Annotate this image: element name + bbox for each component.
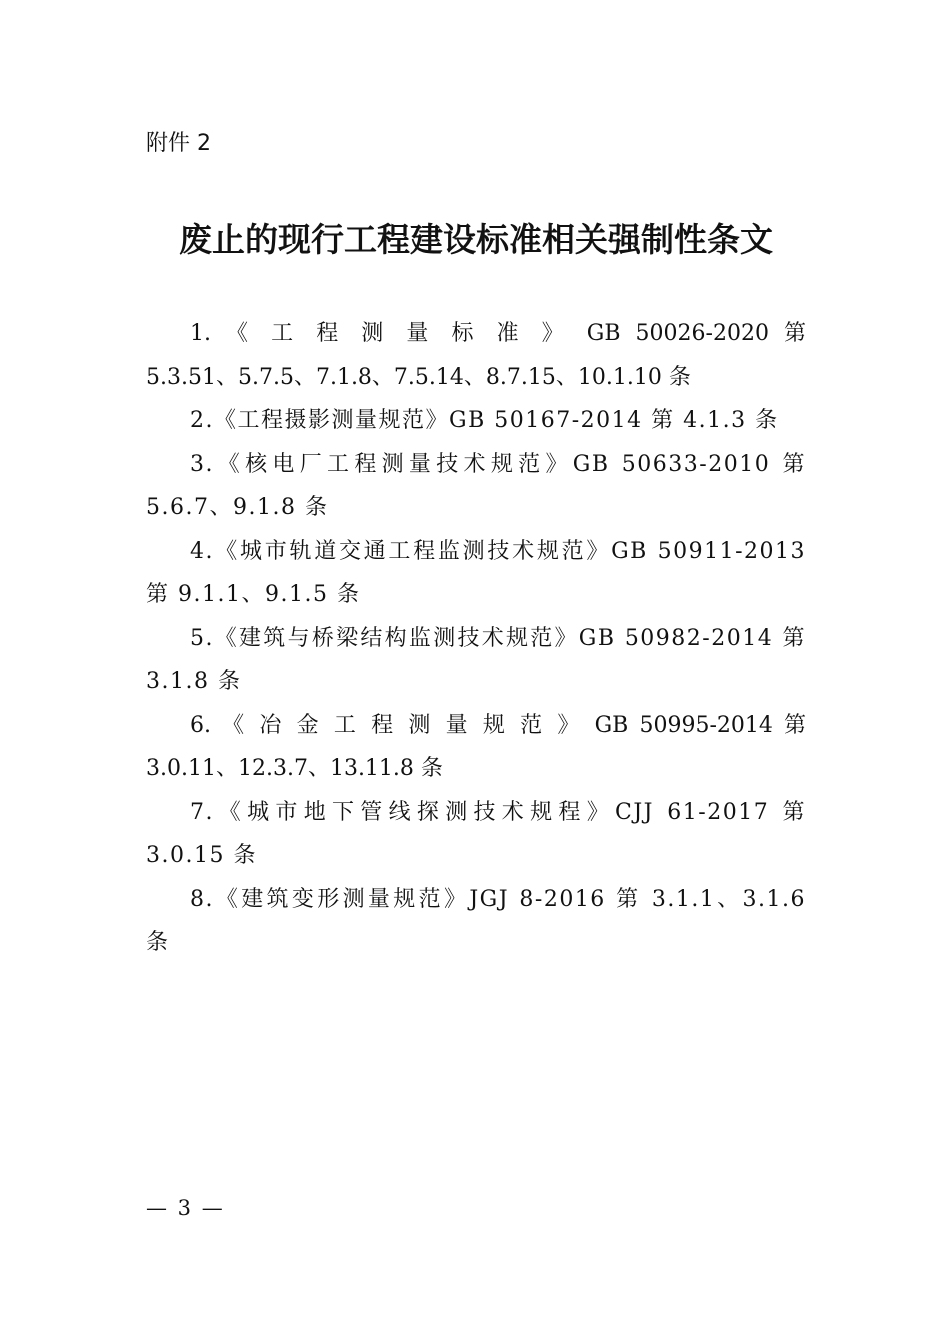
list-item xyxy=(146,878,806,965)
list-item xyxy=(146,530,806,617)
list-item-line: 3.《核电厂工程测量技术规范》GB 50633-2010 第 xyxy=(190,451,806,477)
list-item xyxy=(146,791,806,878)
list-item-line: 5.3.51、5.7.5、7.1.8、7.5.14、8.7.15、10.1.10 条 xyxy=(146,364,691,390)
document-title: 废止的现行工程建设标准相关强制性条文 xyxy=(179,220,773,259)
list-item-line: 条 xyxy=(146,930,170,955)
list-item xyxy=(146,399,806,443)
list-item-line: 5.6.7、9.1.8 条 xyxy=(146,495,329,520)
list-item-line: 1. 《 工 程 测 量 标 准 》 GB 50026-2020 第 xyxy=(190,321,806,346)
list-item-line: 6. 《 冶 金 工 程 测 量 规 范 》 GB 50995-2014 第 xyxy=(190,712,806,738)
list-item-line: 4.《城市轨道交通工程监测技术规范》GB 50911-2013 xyxy=(190,538,806,564)
list-item-line: 5.《建筑与桥梁结构监测技术规范》GB 50982-2014 第 xyxy=(190,625,806,651)
list-item-line: 7.《城市地下管线探测技术规程》CJJ 61-2017 第 xyxy=(190,799,806,825)
list-item-line: 第 9.1.1、9.1.5 条 xyxy=(146,582,361,607)
list-item xyxy=(146,443,806,530)
attachment-label: 附件 2 xyxy=(146,131,211,156)
list-item-line: 8.《建筑变形测量规范》JGJ 8-2016 第 3.1.1、3.1.6 xyxy=(190,886,806,912)
list-item-line: 3.1.8 条 xyxy=(146,669,242,694)
list-item-line: 2.《工程摄影测量规范》GB 50167-2014 第 4.1.3 条 xyxy=(190,408,779,433)
list-item xyxy=(146,617,806,704)
list-item xyxy=(146,312,806,399)
standards-list xyxy=(146,312,806,965)
page-number: — 3 — xyxy=(146,1196,225,1220)
list-item-line: 3.0.15 条 xyxy=(146,843,257,868)
list-item xyxy=(146,704,806,791)
list-item-line: 3.0.11、12.3.7、13.11.8 条 xyxy=(146,756,443,781)
